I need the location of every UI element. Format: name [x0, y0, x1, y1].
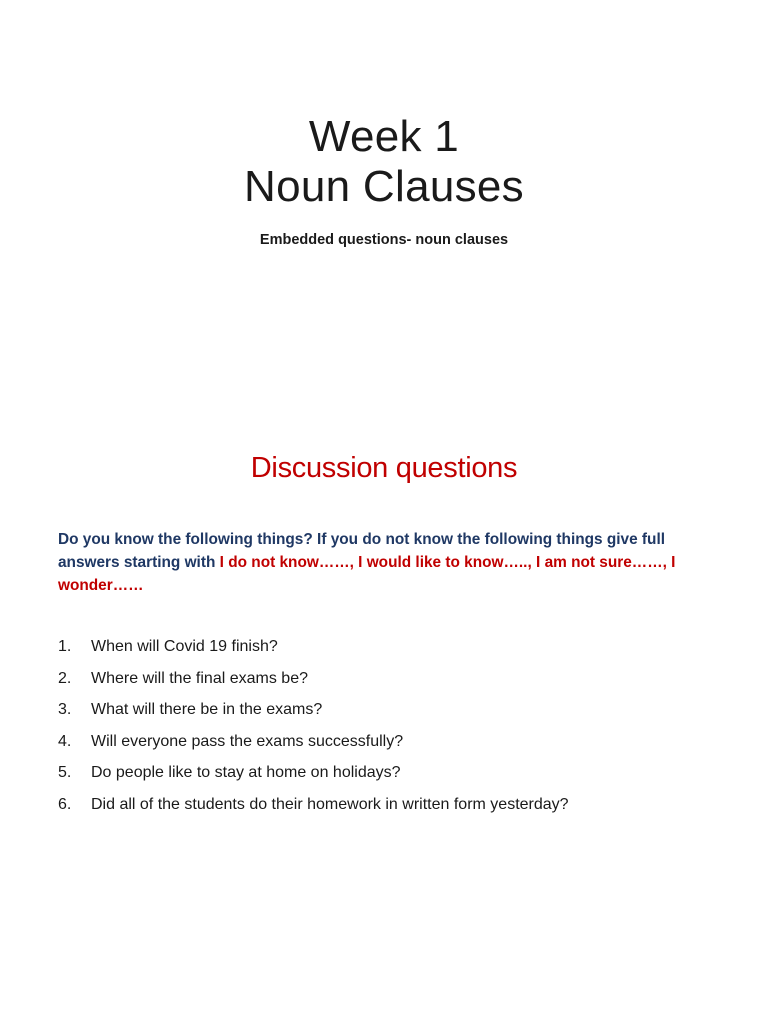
page-title-week: Week 1 [308, 112, 460, 161]
question-text: Did all of the students do their homework in written form yesterday? [91, 795, 569, 813]
instructions-phrases: I do not know……, I would like to know….., I am not sure……, I wonder…… [58, 554, 676, 594]
question-number: 2. [58, 669, 72, 687]
question-number: 4. [58, 732, 72, 750]
list-item [58, 757, 738, 789]
question-text: Will everyone pass the exams successfully? [91, 732, 404, 750]
page-title-topic: Noun Clauses [244, 162, 524, 211]
list-item [58, 663, 738, 695]
question-number: 6. [58, 795, 72, 813]
question-text: What will there be in the exams? [91, 701, 323, 718]
instructions-paragraph [58, 528, 718, 597]
question-number: 5. [58, 764, 72, 781]
list-item [58, 789, 738, 821]
question-text: Where will the final exams be? [91, 669, 308, 687]
question-number: 1. [58, 638, 72, 655]
page-subtitle: Embedded questions- noun clauses [259, 232, 509, 248]
question-text: Do people like to stay at home on holidays? [91, 764, 401, 781]
question-number: 3. [58, 701, 72, 718]
question-text: When will Covid 19 finish? [91, 638, 278, 655]
list-item [58, 694, 738, 726]
instructions-intro: Do you know the following things? If you do not know the following things give full answers starting with [58, 531, 666, 571]
question-list [58, 631, 738, 820]
discussion-heading: Discussion questions [250, 452, 518, 484]
list-item [58, 726, 738, 758]
list-item [58, 631, 738, 663]
title-block [0, 112, 768, 248]
